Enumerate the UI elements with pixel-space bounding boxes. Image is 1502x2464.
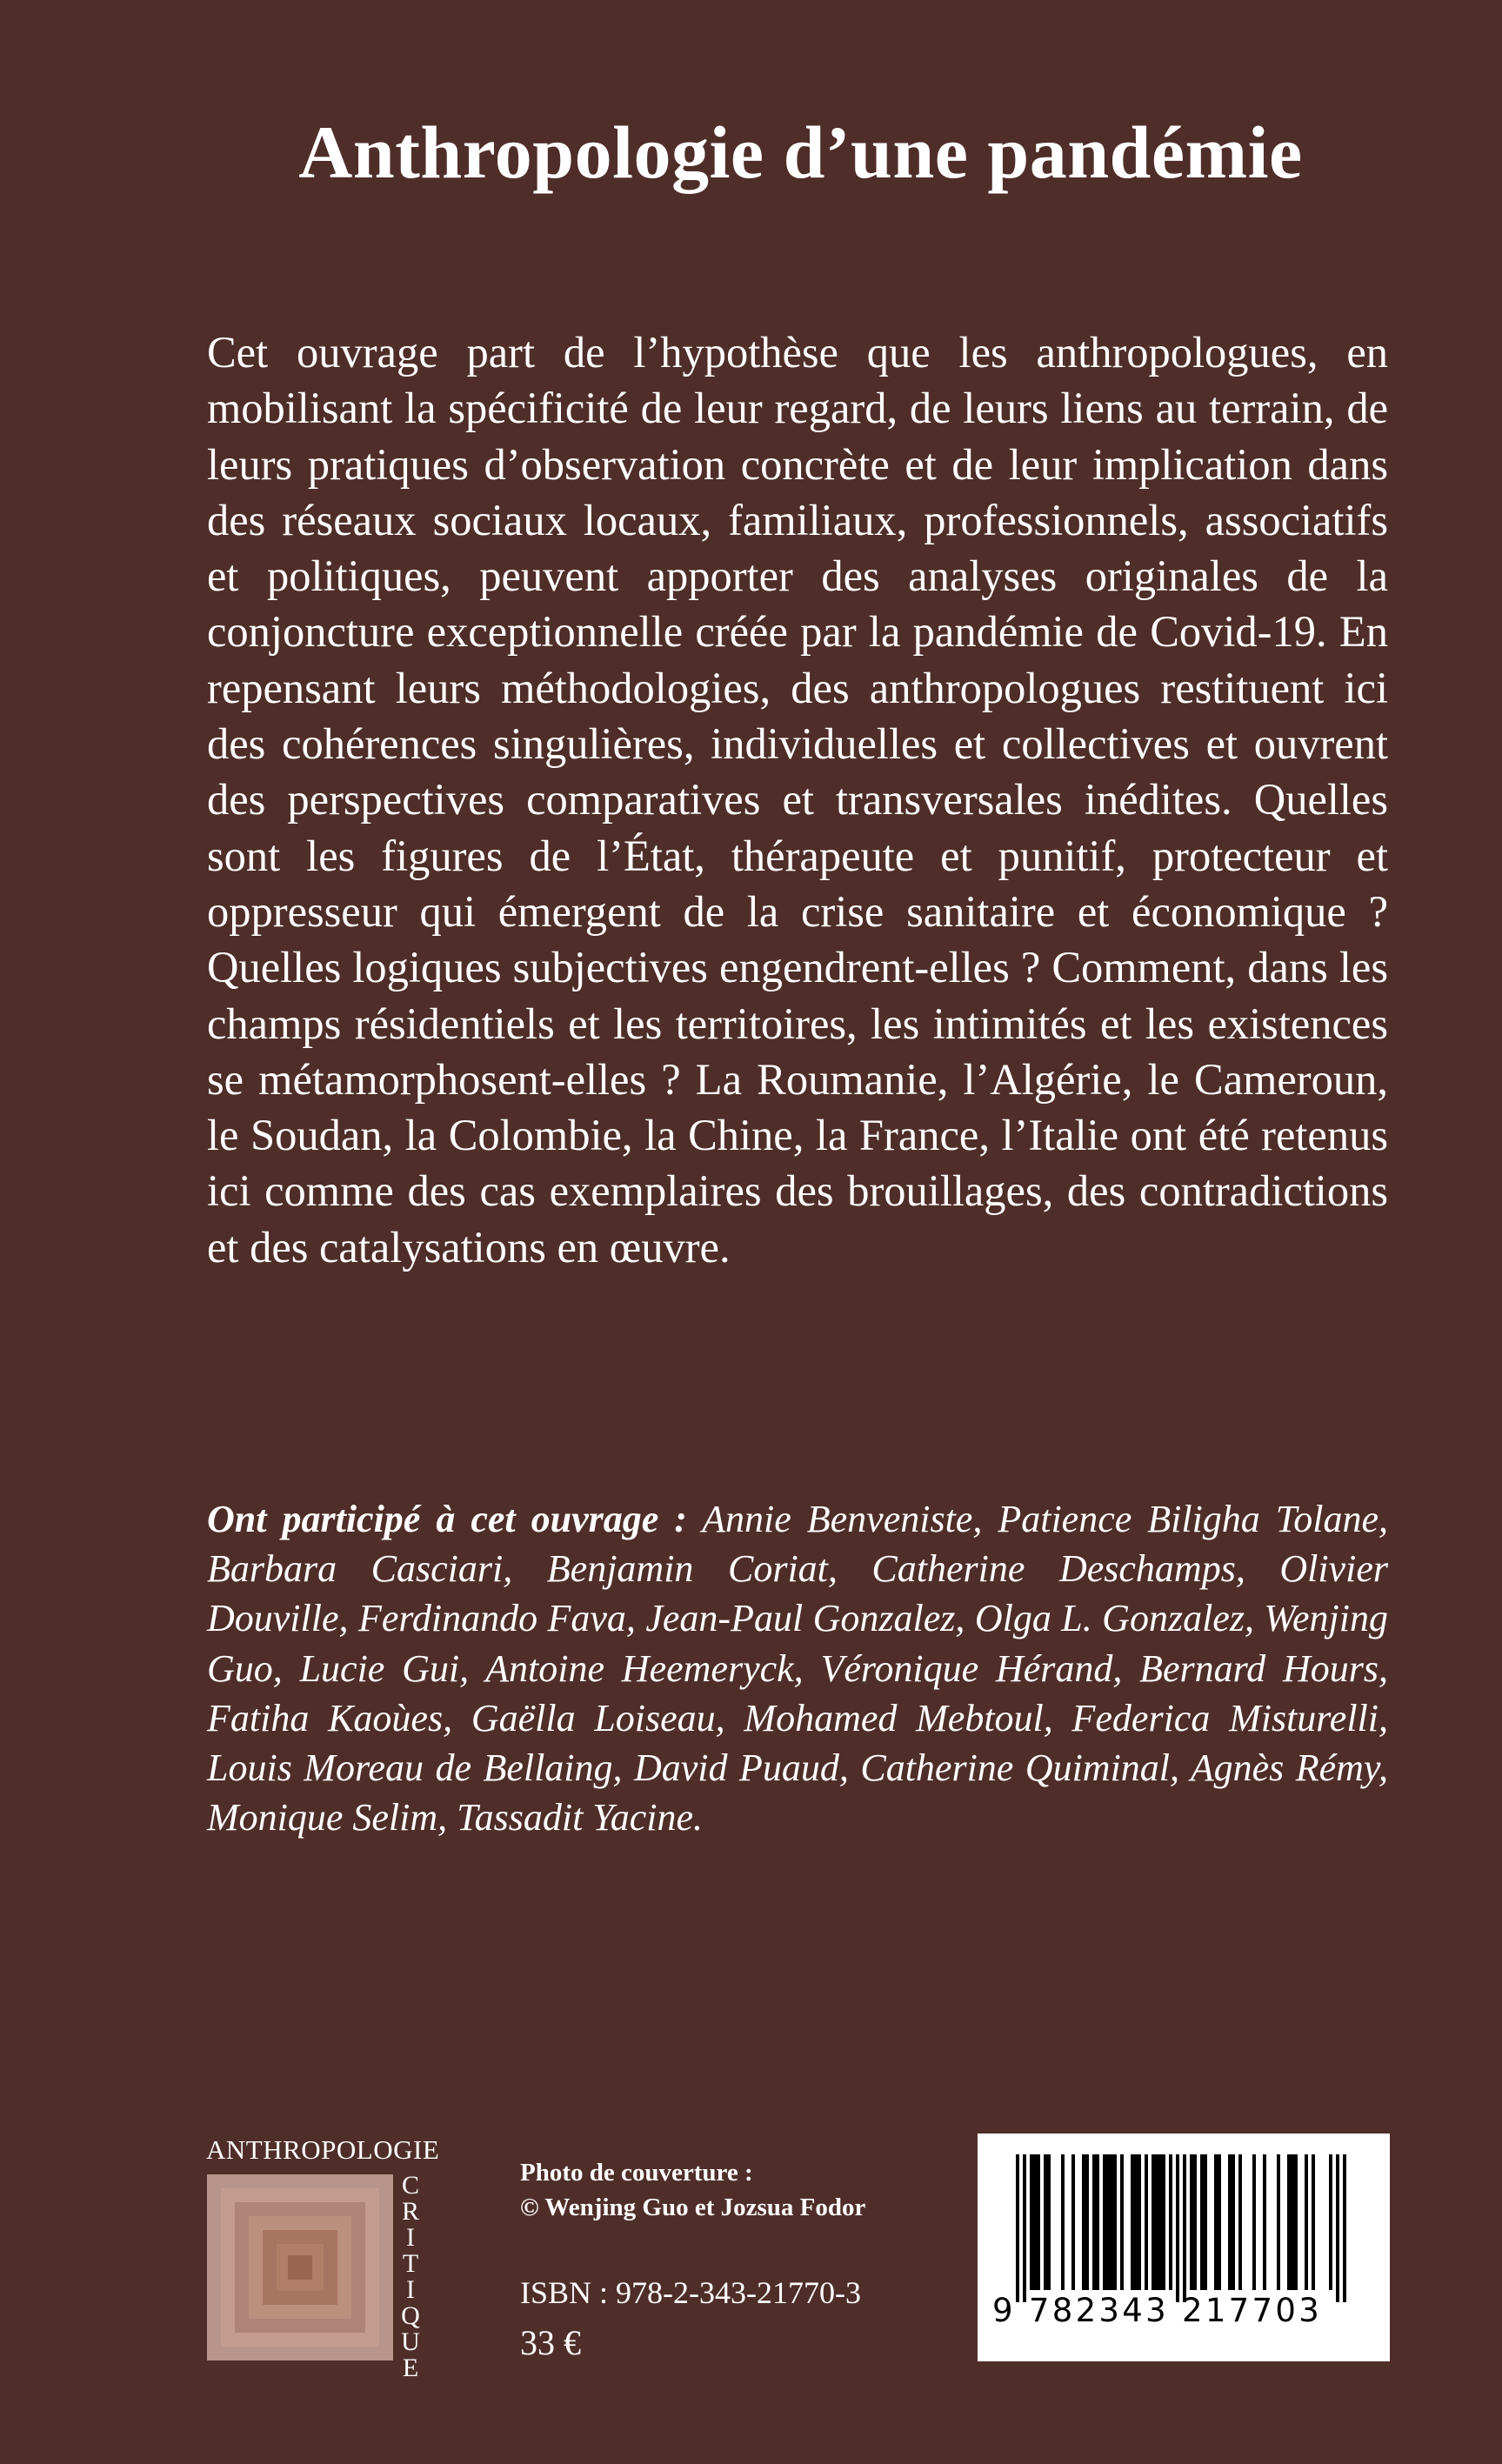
barcode-bar [1287, 2154, 1291, 2290]
barcode-bar [1047, 2154, 1051, 2290]
logo-square [288, 2255, 312, 2280]
barcode-bar [1329, 2154, 1332, 2290]
barcode-bar [1336, 2154, 1339, 2302]
barcode-bar [1113, 2154, 1117, 2290]
barcode-bar [1071, 2154, 1075, 2290]
price: 33 € [520, 2323, 581, 2362]
barcode-bar [1312, 2154, 1315, 2290]
barcode-bar [1294, 2154, 1298, 2290]
barcode-bar [1085, 2154, 1089, 2290]
barcode-bar [1190, 2154, 1193, 2290]
barcode-digits: 9 782343 217703 [992, 2292, 1323, 2329]
barcode-bar [1061, 2154, 1065, 2290]
isbn: ISBN : 978-2-343-21770-3 [520, 2275, 861, 2310]
collection-name: ANTHROPOLOGIE [206, 2134, 440, 2165]
collection-vertical-letter: T [402, 2249, 419, 2278]
barcode-bar [1200, 2154, 1204, 2290]
barcode-bar [1096, 2154, 1099, 2290]
collection-vertical-letter: U [401, 2327, 420, 2356]
barcode-bar [1120, 2154, 1124, 2290]
barcode-bar [1214, 2154, 1218, 2290]
barcode-bar [1082, 2154, 1085, 2290]
contributors-list: Annie Benveniste, Patience Biligha Tolane, Barbara Casciari, Benjamin Coriat, Catherine Deschamps, Olivier Douville, Ferdinando Fava, Jean-Paul Gonzalez, Olga L. Gonzalez, Wenjing Guo, Lucie Gui, Antoine Heemeryck, Véronique Hérand, Bernard Hours, Fatiha Kaoùes, Gaëlla Loiseau, Mohamed Mebtoul, Federica Misturelli, Louis Moreau de Bellaing, David Puaud, Catherine Quiminal, Agnès Rémy, Monique Selim, Tassadit Yacine. [207, 1498, 1388, 1840]
barcode-bar [1291, 2154, 1294, 2290]
collection-vertical-letter: I [406, 2223, 415, 2252]
barcode-bar [1155, 2154, 1158, 2290]
photo-credit-label: Photo de couverture : [520, 2159, 753, 2187]
barcode [978, 2133, 1390, 2361]
barcode-bar [1183, 2154, 1186, 2302]
photo-credit-names: © Wenjing Guo et Jozsua Fodor [520, 2194, 866, 2221]
barcode-bar [1277, 2154, 1280, 2290]
barcode-bar [1092, 2154, 1096, 2290]
collection-vertical-letter: E [402, 2354, 419, 2382]
barcode-bar [1238, 2154, 1242, 2290]
barcode-bar [1162, 2154, 1165, 2290]
collection-vertical-letter: Q [401, 2301, 420, 2330]
barcode-bar [1343, 2154, 1346, 2302]
barcode-bar [1158, 2154, 1162, 2290]
barcode-bar [1023, 2154, 1026, 2302]
contributors-paragraph [207, 1494, 1388, 1842]
barcode-bar [1252, 2154, 1256, 2290]
barcode-bar [1145, 2154, 1148, 2290]
barcode-bar [1176, 2154, 1179, 2302]
collection-logo [207, 2174, 393, 2360]
barcode-bar [1030, 2154, 1033, 2290]
barcode-bar [1152, 2154, 1155, 2290]
barcode-bar [1228, 2154, 1232, 2290]
contributors-label: Ont participé à cet ouvrage : [207, 1498, 687, 1540]
barcode-bar [1263, 2154, 1266, 2290]
barcode-bar [1169, 2154, 1172, 2290]
barcode-bar [1138, 2154, 1141, 2290]
barcode-bar [1232, 2154, 1235, 2290]
summary-paragraph: Cet ouvrage part de l’hypothèse que les anthropologues, en mobilisant la spécificité de leur regard, de leurs liens au terrain, de leurs pratiques d’observation concrète et de leur implication dans des réseaux sociaux locaux, familiaux, professionnels, associatifs et politiques, peuvent apporter des analyses originales de la conjoncture exceptionnelle créée par la pandémie de Covid-19. En repensant leurs méthodologies, des anthropologues restituent ici des cohérences singulières, individuelles et collectives et ouvrent des perspectives comparatives et transversales inédites. Quelles sont les figures de l’État, thérapeute et punitif, protecteur et oppresseur qui émergent de la crise sanitaire et économique ? Quelles logiques subjectives engendrent-elles ? Comment, dans les champs résidentiels et les territoires, les intimités et les existences se métamorphosent-elles ? La Roumanie, l’Algérie, le Cameroun, le Soudan, la Colombie, la Chine, la France, l’Italie ont été retenus ici comme des cas exemplaires des brouillages, des contradictions et des catalysations en œuvre. [207, 328, 1388, 1272]
barcode-bar [1305, 2154, 1308, 2290]
barcode-bar [1103, 2154, 1106, 2290]
barcode-bar [1204, 2154, 1207, 2290]
book-title: Anthropologie d’une pandémie [298, 110, 1303, 194]
barcode-bar [1044, 2154, 1047, 2290]
barcode-bar [1106, 2154, 1110, 2290]
barcode-bar [1110, 2154, 1113, 2290]
barcode-bar [1037, 2154, 1040, 2290]
barcode-bar [1134, 2154, 1138, 2290]
barcode-bar [1131, 2154, 1134, 2290]
collection-vertical-letter: I [406, 2275, 415, 2304]
collection-vertical-letter: C [401, 2171, 419, 2200]
barcode-bar [1033, 2154, 1037, 2290]
barcode-bar [1193, 2154, 1197, 2290]
collection-vertical-word [400, 2173, 421, 2381]
barcode-bar [1218, 2154, 1221, 2290]
barcode-bar [1016, 2154, 1019, 2302]
collection-vertical-letter: R [401, 2197, 419, 2226]
